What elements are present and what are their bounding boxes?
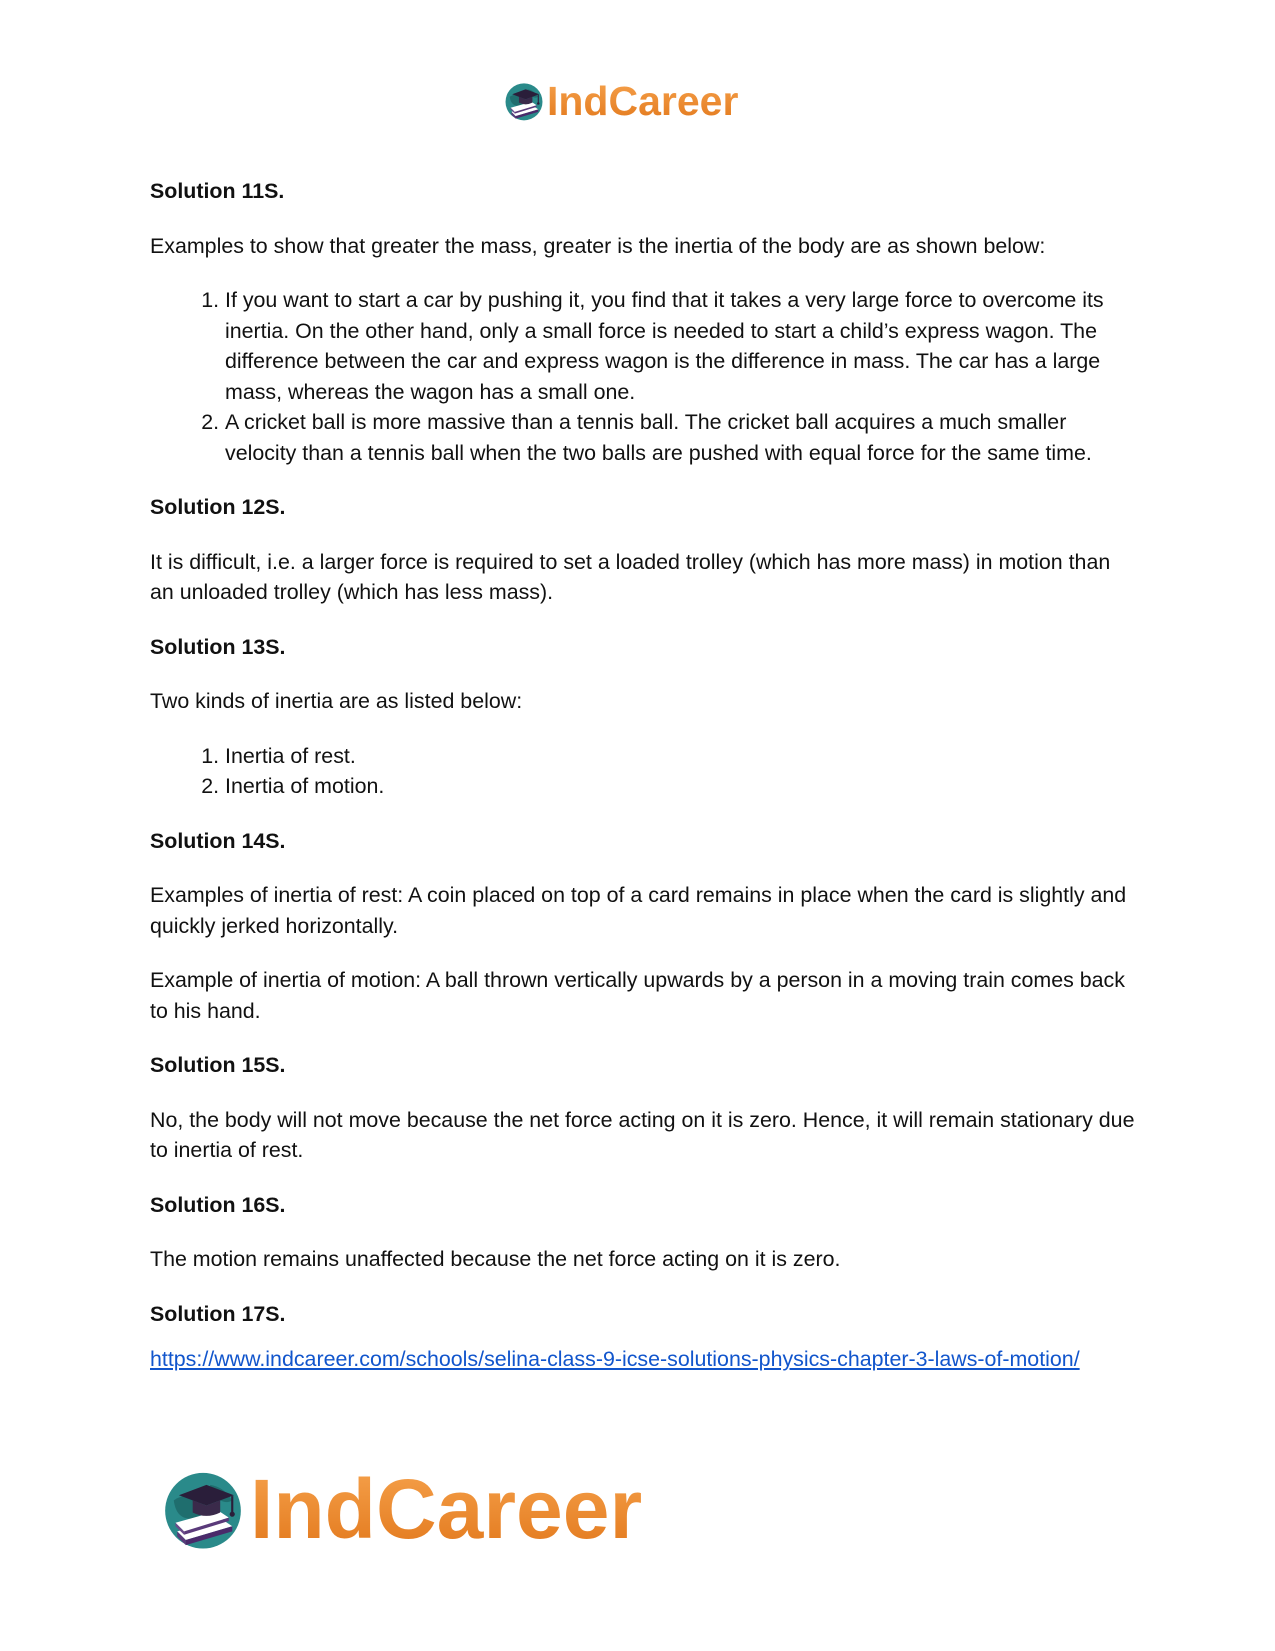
source-link[interactable]: https://www.indcareer.com/schools/selina-class-9-icse-solutions-physics-chapter-3-laws-of-motion/ (150, 1347, 1080, 1371)
footer-logo (160, 1462, 643, 1556)
logo-globe-icon (160, 1466, 246, 1552)
solution-11s-intro: Examples to show that greater the mass, greater is the inertia of the body are as shown below: (150, 233, 1046, 258)
solution-15s-heading: Solution 15S. (150, 1053, 286, 1077)
solution-14s-heading: Solution 14S. (150, 828, 286, 853)
solution-13s-heading: Solution 13S. (150, 634, 286, 659)
solution-13s-intro: Two kinds of inertia are as listed below: (150, 689, 523, 713)
solution-14s-motion-example: Example of inertia of motion: A ball thrown vertically upwards by a person in a moving train comes back to his hand. (150, 968, 1125, 1023)
header-logo (503, 77, 739, 124)
solution-11s-list (150, 285, 1135, 468)
logo-globe-icon (503, 80, 545, 122)
logo-wordmark: IndCareer (250, 1462, 643, 1556)
list-item: 2. A cricket ball is more massive than a tennis ball. The cricket ball acquires a much smaller velocity than a tennis ball when the two balls are pushed with equal force for the same time. (225, 407, 1135, 468)
list-item: 1. Inertia of rest. (225, 741, 1135, 772)
solution-15s-text: No, the body will not move because the net force acting on it is zero. Hence, it will remain stationary due to inertia of rest. (150, 1107, 1135, 1162)
logo-wordmark: IndCareer (547, 77, 739, 124)
solution-11s-heading: Solution 11S. (150, 179, 285, 203)
solution-13s-list (150, 741, 1135, 802)
solution-12s-text: It is difficult, i.e. a larger force is required to set a loaded trolley (which has more mass) in motion than an unloaded trolley (which has less mass). (150, 549, 1111, 604)
solution-12s-heading: Solution 12S. (150, 495, 286, 519)
solution-16s-text: The motion remains unaffected because the net force acting on it is zero. (150, 1247, 841, 1271)
solution-14s-rest-example: Examples of inertia of rest: A coin placed on top of a card remains in place when the card is slightly and quickly jerked horizontally. (150, 883, 1127, 938)
list-item: 2. Inertia of motion. (225, 771, 1135, 802)
solution-17s-heading: Solution 17S. (150, 1301, 286, 1326)
list-item: 1. If you want to start a car by pushing it, you find that it takes a very large force to overcome its inertia. On the other hand, only a small force is needed to start a child’s express wagon. The difference between the car and express wagon is the difference in mass. The car has a large mass, whereas the wagon has a small one. (225, 285, 1135, 407)
solution-16s-heading: Solution 16S. (150, 1192, 286, 1217)
document-body (150, 176, 1135, 1377)
